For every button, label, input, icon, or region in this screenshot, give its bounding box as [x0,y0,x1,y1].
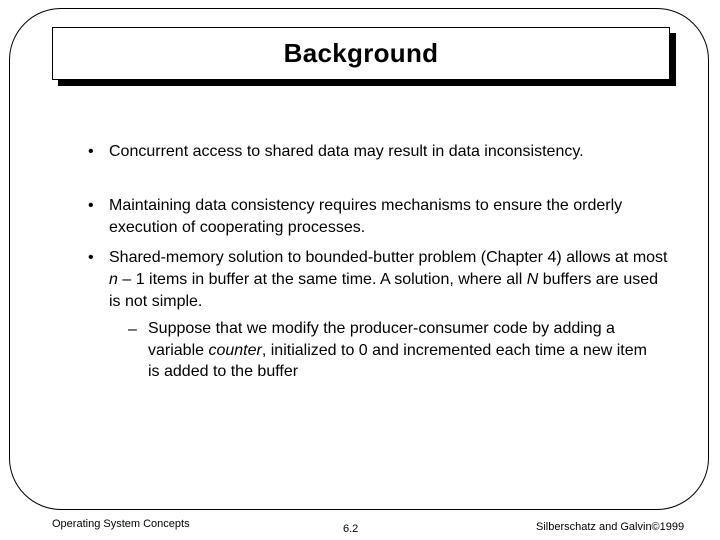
item-text: buffers are used is not simple. [109,271,659,310]
item-text: – 1 items in buffer at the same time. A solution, where all [117,271,527,288]
item-italic-n: n [109,271,118,288]
subitem-italic-counter: counter [208,341,262,359]
item-text: Shared-memory solution to bounded-butter problem (Chapter 4) allows at most [109,249,668,266]
bullet-item-shared-memory [109,247,669,313]
bullet-item-concurrent-access: Concurrent access to shared data may result in data inconsistency. [109,143,584,160]
footer-course-title: Operating System Concepts [52,518,190,530]
subitem-text: Suppose that we modify the producer-consumer code by adding a variable [148,320,615,359]
title-box [52,27,670,80]
dash-icon: – [128,321,137,338]
footer-authors: Silberschatz and Galvin©1999 [536,521,685,533]
subitem-text: , initialized to 0 and incremented each time a new item is added to the buffer [148,341,647,380]
bullet-icon: • [88,197,94,214]
bullet-icon: • [88,249,94,266]
footer-page-number: 6.2 [343,523,359,535]
item-italic-N: N [526,271,539,288]
sub-bullet-counter [148,318,658,383]
slide-title: Background [283,38,439,68]
bullet-item-data-consistency: Maintaining data consistency requires mechanisms to ensure the orderly execution of cooperating processes. [109,197,623,236]
bullet-icon: • [88,143,94,160]
